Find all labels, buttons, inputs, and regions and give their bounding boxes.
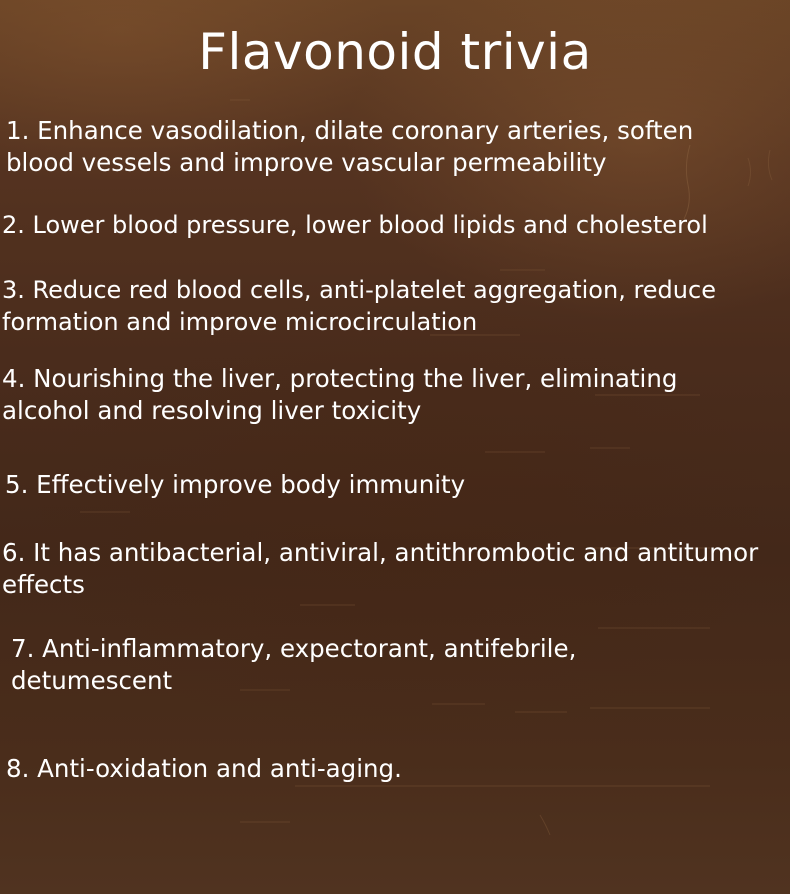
- list-item: 1. Enhance vasodilation, dilate coronary arteries, soften blood vessels and improve vascular permeability: [6, 116, 694, 177]
- list-item: 2. Lower blood pressure, lower blood lipids and cholesterol: [2, 211, 708, 239]
- list-item: 8. Anti-oxidation and anti-aging.: [6, 754, 402, 783]
- list-item: 3. Reduce red blood cells, anti-platelet aggregation, reduce formation and improve microcirculation: [2, 276, 716, 336]
- list-item: 4. Nourishing the liver, protecting the liver, eliminating alcohol and resolving liver toxicity: [2, 364, 678, 425]
- list-item: 6. It has antibacterial, antiviral, antithrombotic and antitumor effects: [2, 538, 759, 599]
- list-item: 5. Effectively improve body immunity: [5, 470, 466, 499]
- page-title: Flavonoid trivia: [198, 23, 592, 81]
- list-item: 7. Anti-inflammatory, expectorant, antifebrile, detumescent: [11, 634, 577, 695]
